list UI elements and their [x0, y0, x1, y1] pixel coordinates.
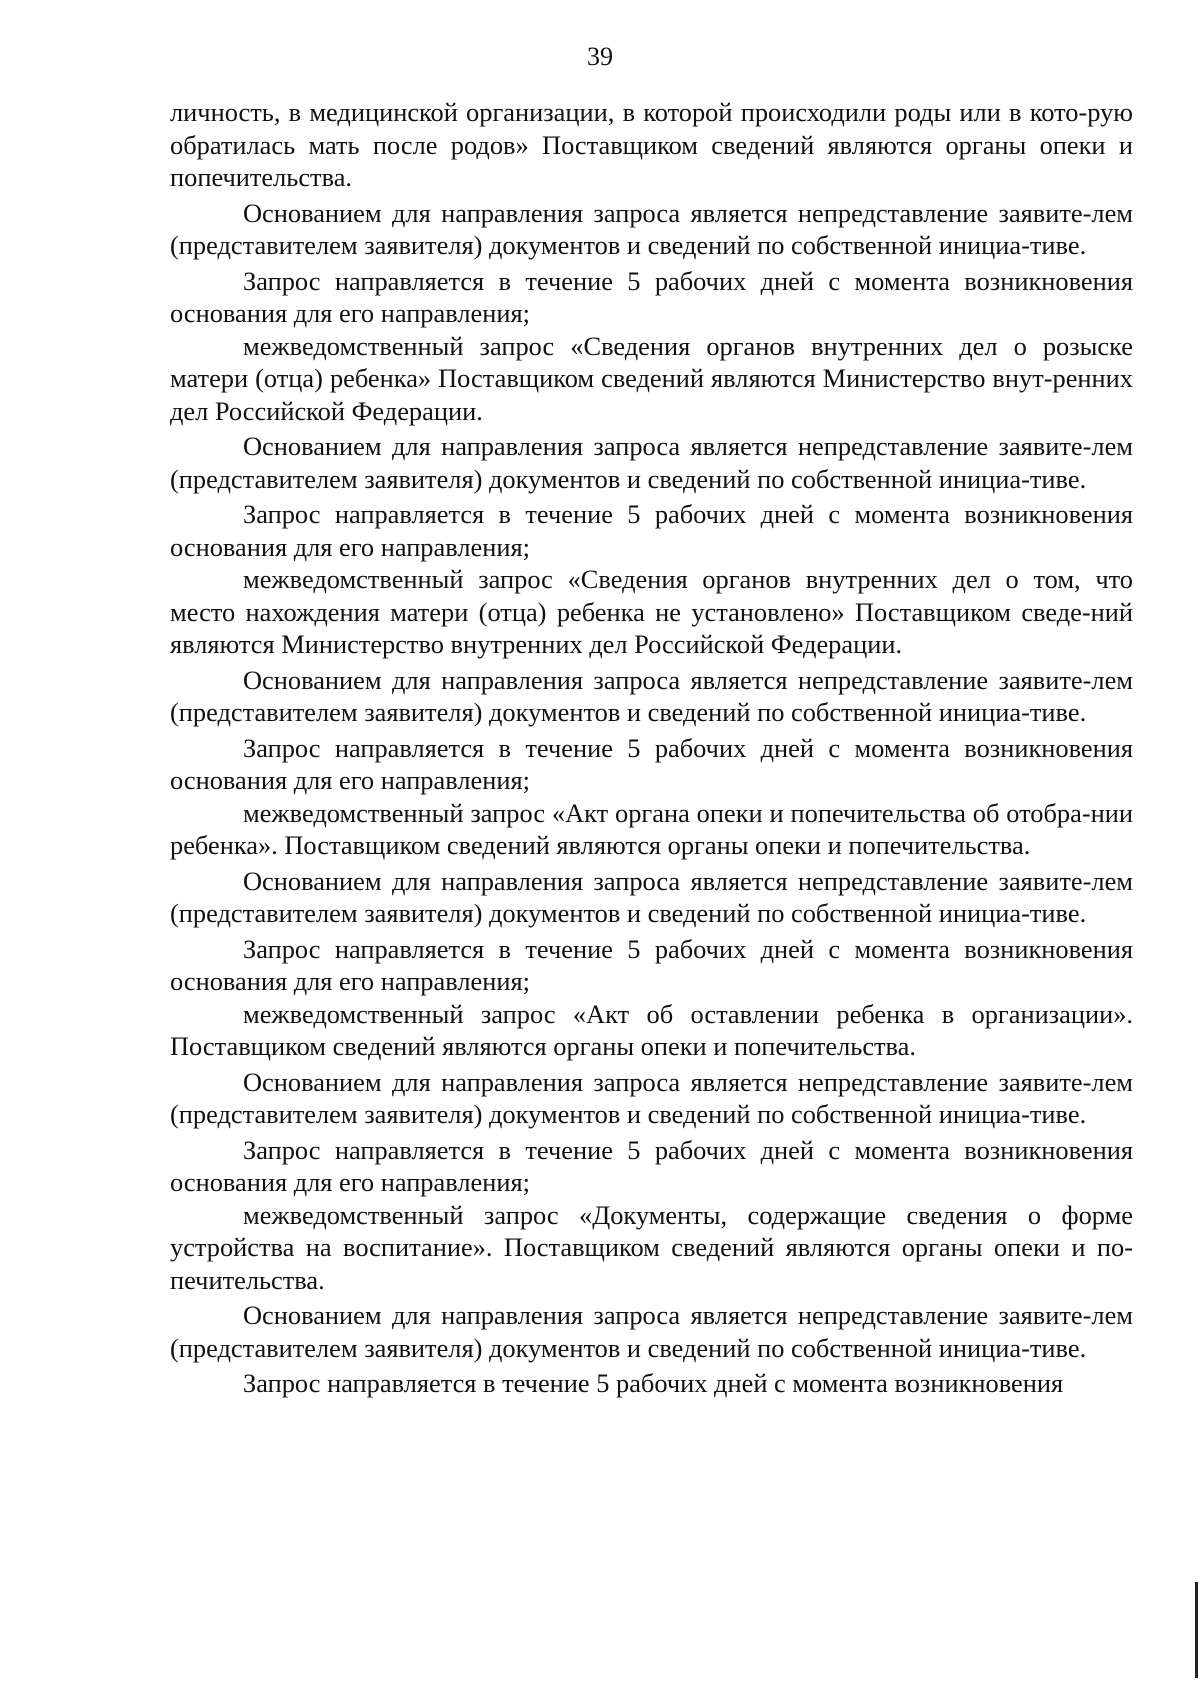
paragraph-16: межведомственный запрос «Документы, содержащие сведения о форме устройства на воспитание». Поставщиком сведений являются органы опеки и по-печительства. — [170, 1199, 1133, 1295]
paragraph-15: Запрос направляется в течение 5 рабочих дней с момента возникновения основания для его направления; — [170, 1134, 1133, 1197]
paragraph-17: Основанием для направления запроса является непредставление заявите-лем (представителем заявителя) документов и сведений по собственной инициа-тиве. — [170, 1300, 1133, 1363]
paragraph-2: Основанием для направления запроса является непредставление заявите-лем (представителем заявителя) документов и сведений по собственной инициа-тиве. — [170, 197, 1133, 260]
paragraph-10: межведомственный запрос «Акт органа опеки и попечительства об отобра-нии ребенка». Поставщиком сведений являются органы опеки и попечительства. — [170, 797, 1133, 860]
scan-edge-mark — [1195, 1582, 1198, 1678]
paragraph-9: Запрос направляется в течение 5 рабочих дней с момента возникновения основания для его направления; — [170, 732, 1133, 795]
paragraph-6: Запрос направляется в течение 5 рабочих дней с момента возникновения основания для его направления; — [170, 499, 1133, 562]
paragraph-1: личность, в медицинской организации, в которой происходили роды или в кото-рую обратилась мать после родов» Поставщиком сведений являются органы опеки и попечительства. — [170, 97, 1133, 192]
paragraph-5: Основанием для направления запроса является непредставление заявите-лем (представителем заявителя) документов и сведений по собственной инициа-тиве. — [170, 431, 1133, 494]
paragraph-3: Запрос направляется в течение 5 рабочих дней с момента возникновения основания для его направления; — [170, 265, 1133, 328]
paragraph-12: Запрос направляется в течение 5 рабочих дней с момента возникновения основания для его направления; — [170, 933, 1133, 996]
page-number: 39 — [587, 42, 613, 71]
paragraph-13: межведомственный запрос «Акт об оставлении ребенка в организации». Поставщиком сведений являются органы опеки и попечительства. — [170, 998, 1133, 1061]
paragraph-14: Основанием для направления запроса является непредставление заявите-лем (представителем заявителя) документов и сведений по собственной инициа-тиве. — [170, 1066, 1133, 1129]
paragraph-11: Основанием для направления запроса является непредставление заявите-лем (представителем заявителя) документов и сведений по собственной инициа-тиве. — [170, 865, 1133, 928]
paragraph-18: Запрос направляется в течение 5 рабочих дней с момента возникновения — [243, 1368, 1064, 1398]
paragraph-7: межведомственный запрос «Сведения органов внутренних дел о том, что место нахождения матери (отца) ребенка не установлено» Поставщиком сведе-ний являются Министерство внутренних дел Российской Федерации. — [170, 564, 1133, 659]
document-body — [170, 96, 1133, 1400]
paragraph-8: Основанием для направления запроса является непредставление заявите-лем (представителем заявителя) документов и сведений по собственной инициа-тиве. — [170, 664, 1133, 727]
paragraph-4: межведомственный запрос «Сведения органов внутренних дел о розыске матери (отца) ребенка» Поставщиком сведений являются Министерство внут-ренних дел Российской Федерации. — [170, 330, 1133, 426]
